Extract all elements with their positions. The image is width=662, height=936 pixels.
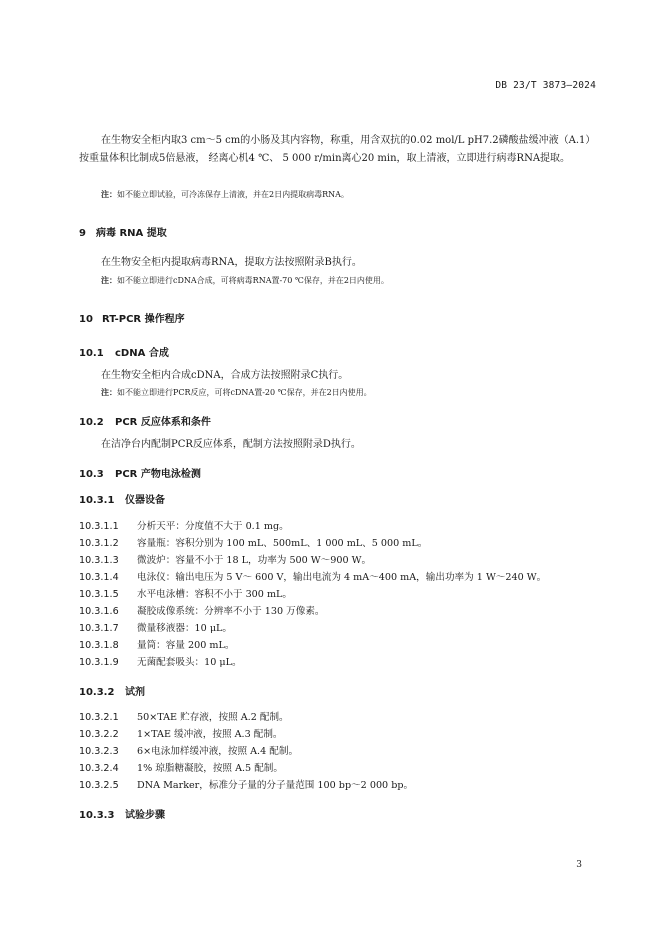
section-title: PCR 反应体系和条件 [115,417,211,428]
section-10-3-3-heading [79,806,165,821]
section-10-1-note [101,387,601,399]
section-number: 10.3 [79,469,104,480]
note-label: 注： [101,276,117,285]
section-9-note [101,275,601,287]
section-10-2-heading [79,413,211,428]
item-number: 10.3.1.3 [79,555,119,566]
list-item [79,777,413,791]
section-10-1-paragraph: 在生物安全柜内合成cDNA，合成方法按照附录C执行。 [101,370,349,381]
item-number: 10.3.2.3 [79,746,119,757]
item-number: 10.3.1.9 [79,657,119,668]
item-text: 无菌配套吸头：10 μL。 [137,657,242,668]
item-number: 10.3.2.4 [79,763,119,774]
section-10-3-2-heading [79,683,145,698]
item-number: 10.3.1.8 [79,640,119,651]
item-number: 10.3.1.5 [79,589,119,600]
note-text: 如不能立即试验，可冷冻保存上清液，并在2日内提取病毒RNA。 [117,190,349,199]
item-text: 微量移液器：10 μL。 [137,623,233,634]
section-number: 10.3.1 [79,495,115,506]
item-text: 电泳仪：输出电压为 5 V～ 600 V，输出电流为 4 mA～400 mA，输出功率为 1 W～240 W。 [137,572,547,583]
item-text: 1% 琼脂糖凝胶，按照 A.5 配制。 [137,763,283,774]
section-number: 9 [79,228,86,239]
item-text: 6×电泳加样缓冲液，按照 A.4 配制。 [137,746,299,757]
item-number: 10.3.1.2 [79,538,119,549]
item-text: 50×TAE 贮存液，按照 A.2 配制。 [137,712,289,723]
item-number: 10.3.2.1 [79,712,119,723]
list-item [79,535,427,549]
section-title: PCR 产物电泳检测 [115,469,201,480]
item-text: 水平电泳槽：容积不小于 300 mL。 [137,589,293,600]
intro-paragraph: 在生物安全柜内取3 cm～5 cm的小肠及其内容物，称重，用含双抗的0.02 mol/L pH7.2磷酸盐缓冲液（A.1）按重量体积比制成5倍悬液， 经离心机4 ℃、 5 000 r/min离心20 min，取上清液，立即进行病毒RNA提取。 [79,135,596,164]
item-text: 凝胶成像系统：分辨率不小于 130 万像素。 [137,606,325,617]
note-label: 注： [101,388,117,397]
section-title: cDNA 合成 [115,348,169,359]
list-item [79,569,546,583]
section-title: RT-PCR 操作程序 [102,314,185,325]
document-code: DB 23/T 3873—2024 [495,80,596,91]
list-item [79,654,242,668]
section-9-paragraph: 在生物安全柜内提取病毒RNA，提取方法按照附录B执行。 [101,257,362,268]
section-10-3-1-heading [79,491,165,506]
item-text: 量筒：容量 200 mL。 [137,640,235,651]
section-10-3-heading [79,465,201,480]
section-title: 病毒 RNA 提取 [96,228,167,239]
item-text: 容量瓶：容积分别为 100 mL、500mL、1 000 mL、5 000 mL。 [137,538,428,549]
item-number: 10.3.1.1 [79,521,119,532]
note-text: 如不能立即进行cDNA合成，可将病毒RNA置-70 ℃保存，并在2日内使用。 [117,276,389,285]
section-10-heading [79,310,185,325]
item-text: 微波炉：容量不小于 18 L，功率为 500 W～900 W。 [137,555,372,566]
section-title: 试验步骤 [125,810,165,821]
item-text: 1×TAE 缓冲液，按照 A.3 配制。 [137,729,283,740]
item-number: 10.3.1.7 [79,623,119,634]
intro-note [101,189,601,201]
note-label: 注： [101,190,117,199]
section-9-heading [79,224,167,239]
list-item [79,760,283,774]
list-item [79,709,289,723]
section-number: 10 [79,314,93,325]
section-number: 10.3.2 [79,687,115,698]
section-number: 10.2 [79,417,104,428]
section-title: 试剂 [125,687,145,698]
section-number: 10.1 [79,348,104,359]
section-10-2-paragraph: 在洁净台内配制PCR反应体系，配制方法按照附录D执行。 [101,439,361,450]
section-title: 仪器设备 [125,495,165,506]
item-text: DNA Marker，标准分子量的分子量范围 100 bp～2 000 bp。 [137,780,414,791]
section-10-1-heading [79,344,169,359]
item-number: 10.3.1.6 [79,606,119,617]
item-number: 10.3.2.2 [79,729,119,740]
list-item [79,620,232,634]
item-number: 10.3.2.5 [79,780,119,791]
page-number: 3 [576,860,582,870]
list-item [79,726,283,740]
item-text: 分析天平：分度值不大于 0.1 mg。 [137,521,289,532]
item-number: 10.3.1.4 [79,572,119,583]
list-item [79,586,292,600]
section-number: 10.3.3 [79,810,115,821]
list-item [79,518,289,532]
note-text: 如不能立即进行PCR反应，可将cDNA置-20 ℃保存，并在2日内使用。 [117,388,372,397]
list-item [79,552,371,566]
list-item [79,637,234,651]
list-item [79,743,298,757]
list-item [79,603,325,617]
